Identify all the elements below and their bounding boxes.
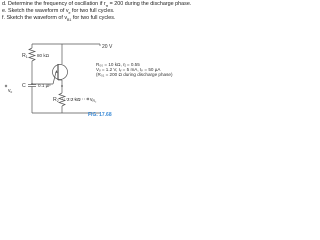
vr2-terminal — [87, 98, 89, 100]
question-f: f. Sketch the waveform of $v_{B1}$ for two full cycles. — [2, 15, 116, 23]
figure-label: FIG. 17.68 — [88, 112, 112, 118]
question-e: e. Sketch the waveform of $v_e$ for two full cycles. — [2, 8, 115, 16]
vc-label: $v_c$ — [8, 88, 13, 94]
question-d: d. Determine the frequency of oscillation if $r_\pi = 200$ during the discharge phase. — [2, 1, 192, 9]
r1-label: R1 — [22, 53, 28, 59]
vr2-label: $v_{R_2}$ — [90, 97, 97, 103]
vc-terminal — [5, 85, 7, 87]
cap-label: C — [22, 83, 26, 89]
emitter-arrow-icon — [55, 70, 57, 73]
junction-dot — [31, 83, 33, 85]
junction-dot — [61, 85, 63, 87]
r2-value: 2.2 kΩ — [67, 97, 81, 102]
param-line-1: R₀₀ = 10 kΩ, η = 0.55 — [96, 62, 140, 67]
r2-label: R2 — [53, 97, 59, 103]
param-line-3: (R₀₁ = 200 Ω during discharge phase) — [96, 72, 173, 77]
r2-resistor — [59, 93, 65, 106]
param-line-2: Vᵥ = 1.2 V, Iᵥ = 5 mA, Iₚ = 50 µA — [96, 67, 161, 72]
ujt-transistor — [53, 65, 68, 80]
problem-page — [0, 0, 200, 119]
ujt-oscillator-circuit — [0, 0, 200, 119]
r1-resistor — [29, 48, 35, 61]
supply-label: 20 V — [102, 44, 113, 50]
cap-value: 0.1 µF — [38, 83, 52, 88]
r1-value: 80 kΩ — [37, 53, 50, 58]
